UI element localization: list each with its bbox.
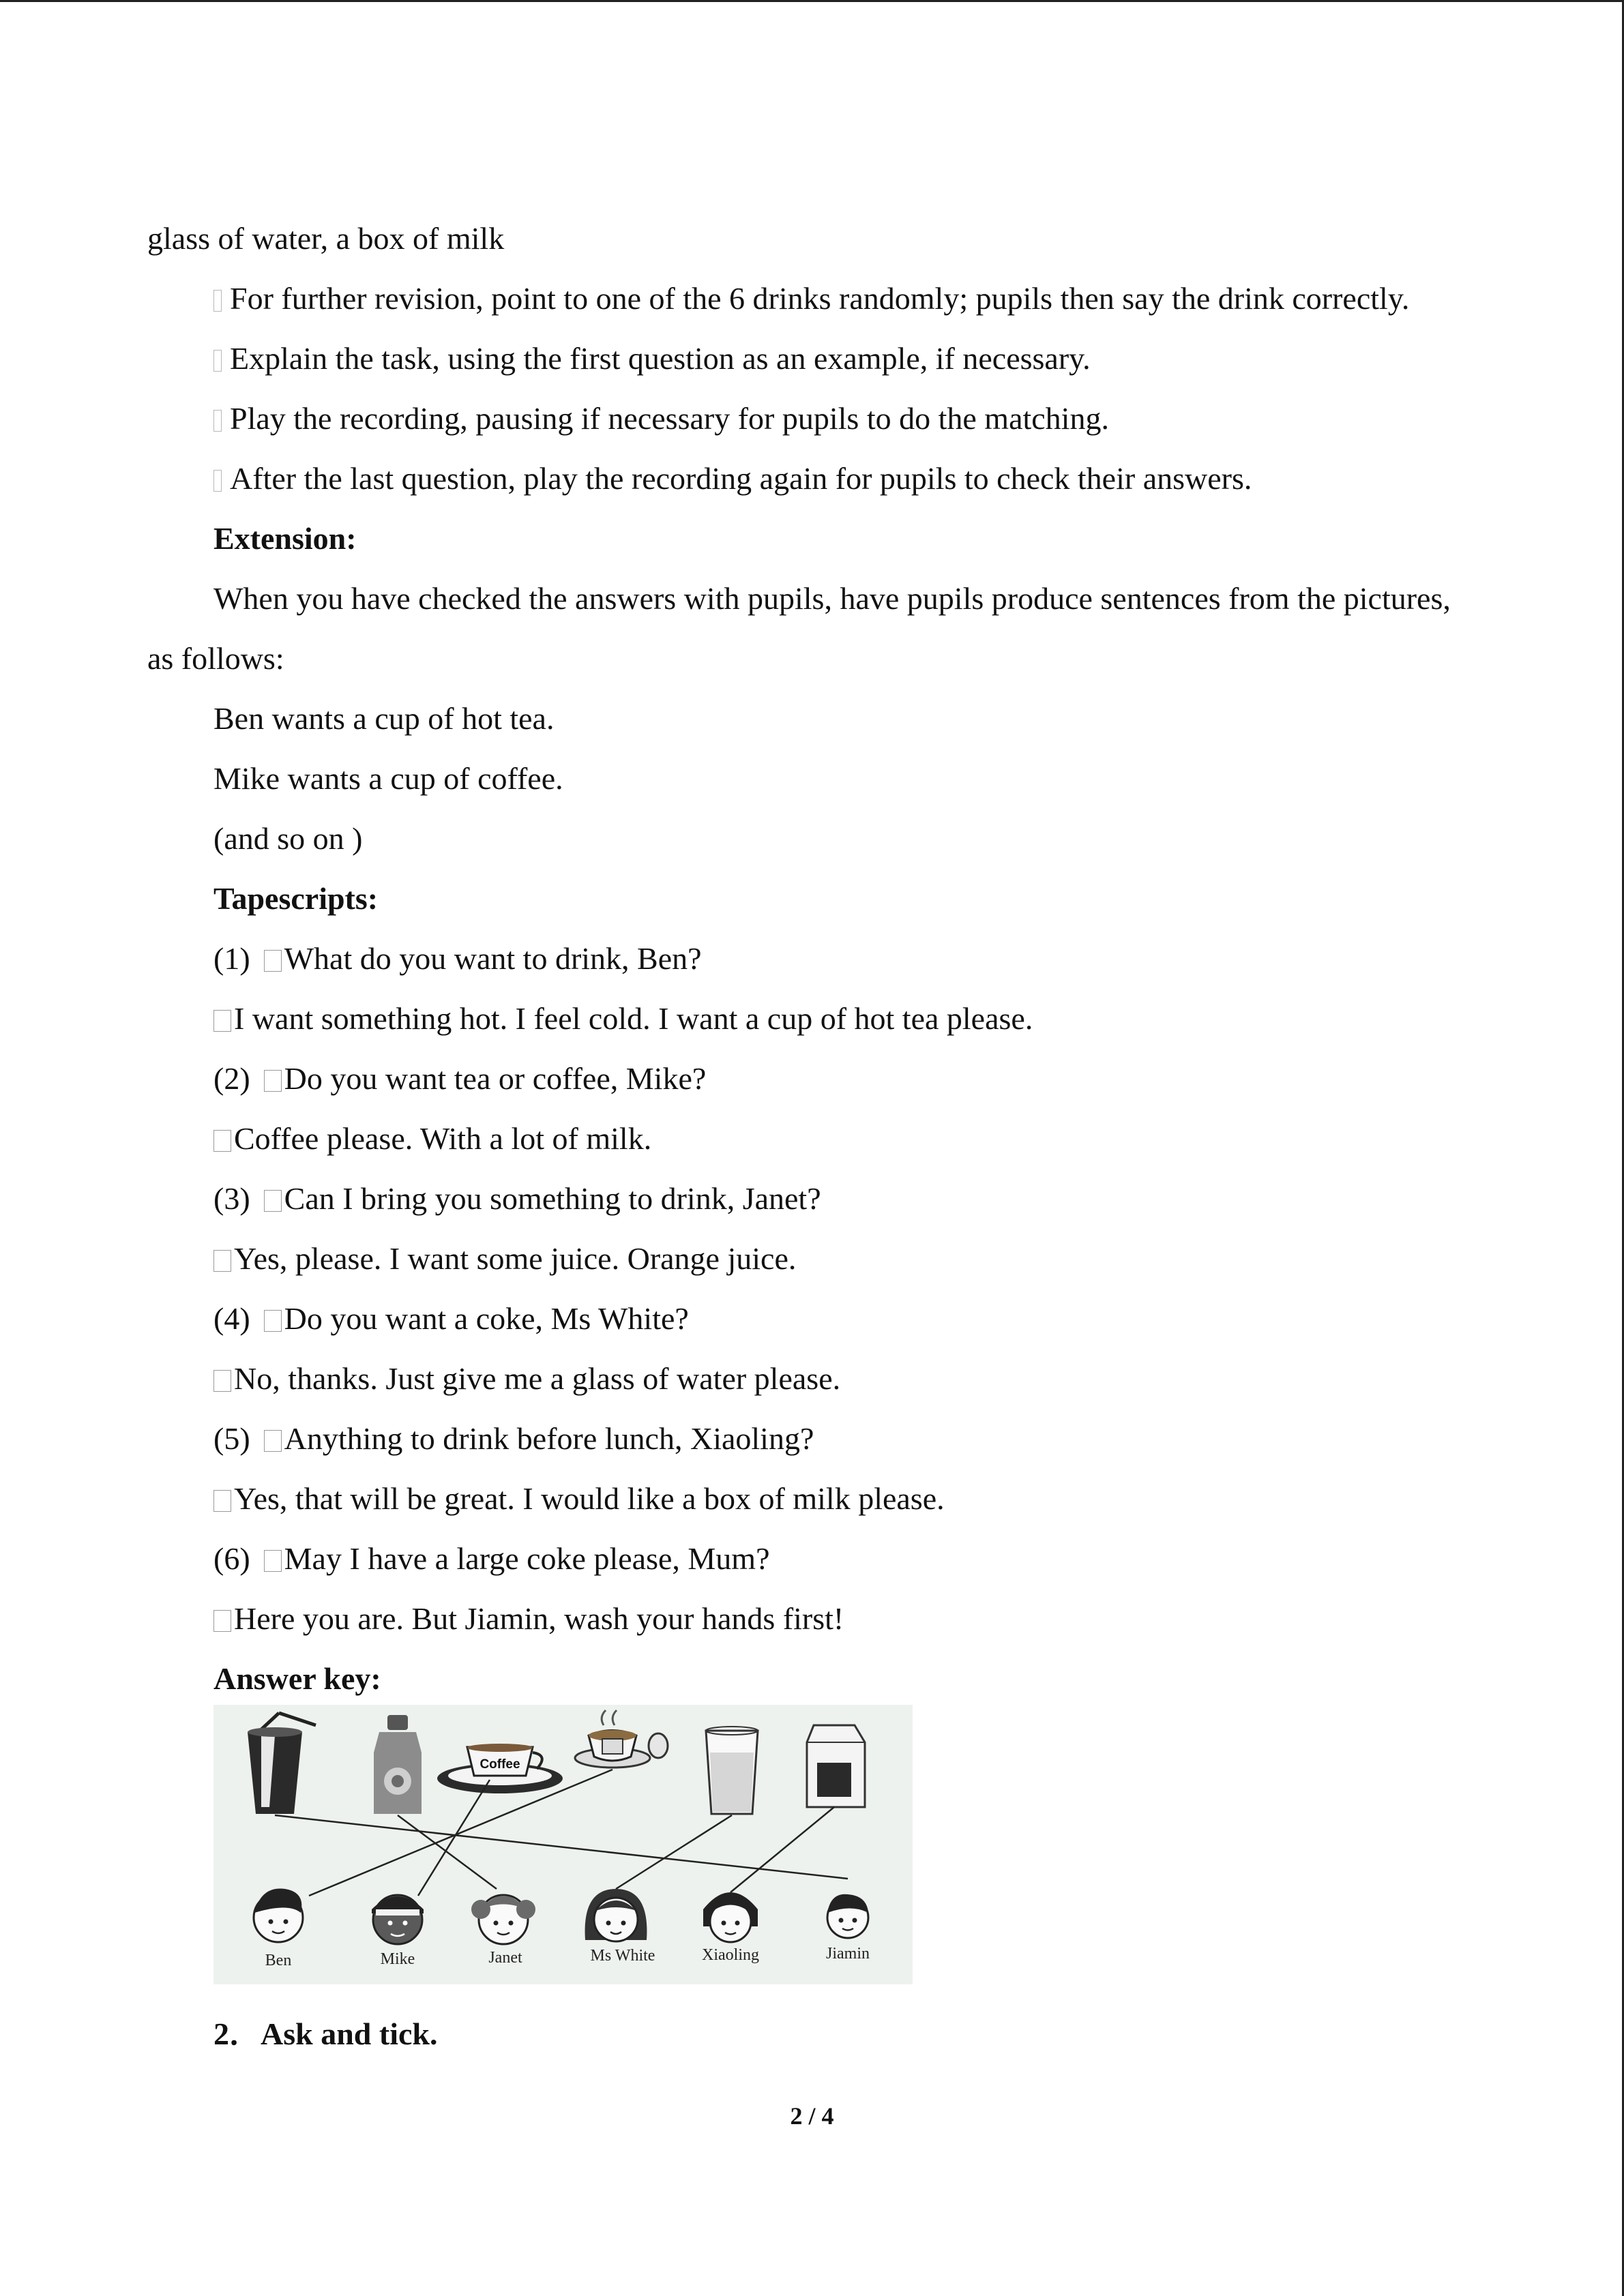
- child-name: Mike: [380, 1950, 415, 1968]
- bullet-glyph: [213, 410, 222, 432]
- page-border-top: [0, 0, 1624, 2]
- extension-text-line2: as follows:: [147, 641, 284, 676]
- speaker-box: [213, 1370, 231, 1392]
- speaker-box: [264, 950, 282, 972]
- tapescript-question: (1) What do you want to drink, Ben?: [213, 941, 702, 976]
- tapescript-answer: Here you are. But Jiamin, wash your hands first!: [213, 1600, 844, 1638]
- example-sentence: Ben wants a cup of hot tea.: [213, 701, 555, 736]
- bullet-glyph: [213, 290, 222, 312]
- tapescript-question: (2) Do you want tea or coffee, Mike?: [213, 1061, 707, 1096]
- example-sentence: (and so on ): [213, 821, 363, 856]
- tapescript-question: (5) Anything to drink before lunch, Xiaoling?: [213, 1421, 814, 1456]
- child-name: Jiamin: [826, 1945, 870, 1963]
- jiamin-face-icon: [827, 1894, 868, 1938]
- tapescript-answer: Coffee please. With a lot of milk.: [213, 1120, 651, 1158]
- extension-heading: Extension:: [213, 521, 357, 556]
- mike-face-icon: [372, 1895, 424, 1944]
- speaker-box: [213, 1610, 231, 1632]
- intro-continuation: glass of water, a box of milk: [147, 221, 505, 256]
- child-name: Ben: [265, 1952, 292, 1969]
- speaker-box: [264, 1070, 282, 1092]
- tapescript-answer: Yes, that will be great. I would like a box of milk please.: [213, 1480, 945, 1518]
- bullet-glyph: [213, 350, 222, 372]
- child-name: Janet: [488, 1949, 522, 1967]
- bullet-3: Play the recording, pausing if necessary for pupils to do the matching.: [213, 400, 1109, 438]
- bullet-glyph: [213, 470, 222, 492]
- child-name: Ms White: [590, 1947, 655, 1965]
- speaker-box: [264, 1430, 282, 1452]
- speaker-box: [213, 1130, 231, 1152]
- tapescript-question: (3) Can I bring you something to drink, Janet?: [213, 1181, 821, 1216]
- coffee-label: Coffee: [479, 1757, 520, 1772]
- bullet-1: For further revision, point to one of the 6 drinks randomly; pupils then say the drink correctly.: [213, 280, 1409, 318]
- child-name: Xiaoling: [702, 1946, 759, 1964]
- tapescript-answer: Yes, please. I want some juice. Orange juice.: [213, 1240, 796, 1278]
- speaker-box: [213, 1010, 231, 1032]
- extension-text-line1: When you have checked the answers with pupils, have pupils produce sentences from the pictures,: [213, 581, 1451, 616]
- bullet-2: Explain the task, using the first question as an example, if necessary.: [213, 340, 1091, 378]
- section-2-heading: 2．Ask and tick.: [213, 2016, 438, 2051]
- answer-key-matching-figure: [213, 1705, 913, 1984]
- speaker-box: [213, 1250, 231, 1272]
- milk-box-icon: [807, 1725, 865, 1807]
- answer-key-heading: Answer key:: [213, 1661, 381, 1696]
- tapescript-answer: I want something hot. I feel cold. I want a cup of hot tea please.: [213, 1000, 1033, 1038]
- speaker-box: [264, 1310, 282, 1332]
- speaker-box: [264, 1550, 282, 1572]
- tapescript-answer: No, thanks. Just give me a glass of water please.: [213, 1360, 840, 1398]
- tapescript-question: (6) May I have a large coke please, Mum?: [213, 1541, 770, 1576]
- tapescripts-heading: Tapescripts:: [213, 881, 379, 916]
- speaker-box: [264, 1190, 282, 1212]
- page-number: 2 / 4: [790, 2102, 834, 2130]
- tapescript-question: (4) Do you want a coke, Ms White?: [213, 1301, 689, 1336]
- water-glass-icon: [706, 1727, 758, 1814]
- speaker-box: [213, 1490, 231, 1512]
- bullet-4: After the last question, play the recording again for pupils to check their answers.: [213, 460, 1252, 498]
- example-sentence: Mike wants a cup of coffee.: [213, 761, 563, 796]
